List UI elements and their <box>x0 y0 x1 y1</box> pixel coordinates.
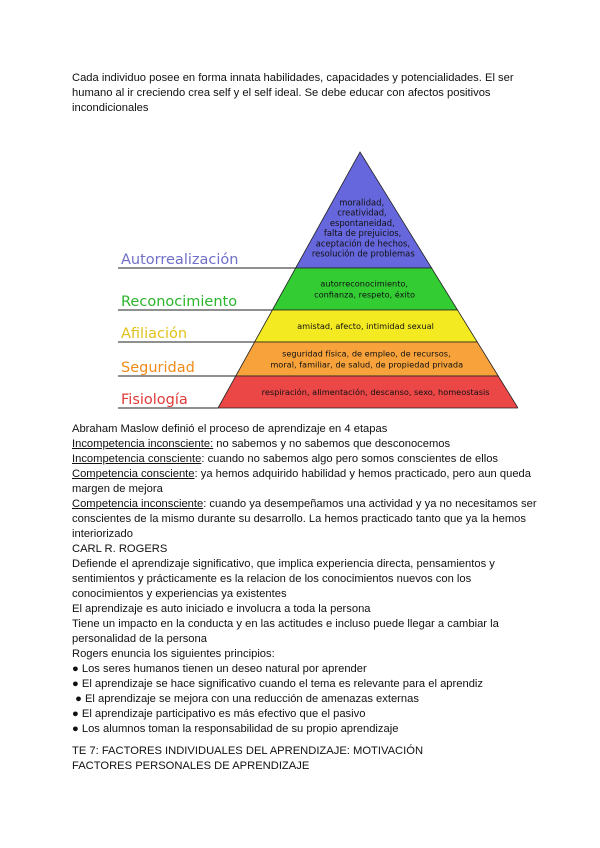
pyramid-level-1-text-2: creatividad, <box>337 207 387 218</box>
principle-1: ● Los seres humanos tienen un deseo natural por aprender <box>72 663 367 675</box>
stage-4-desc: : cuando ya desempeñamos una actividad y ya no necesitamos ser conscientes de la mismo durante su desarrollo. La hemos practicado tanto que ya la hemos interiorizado <box>72 498 537 540</box>
pyramid-level-2-text-2: confianza, respeto, éxito <box>314 289 416 300</box>
pyramid-level-3-text-1: amistad, afecto, intimidad sexual <box>297 321 434 331</box>
pyramid-level-1-text-1: moralidad, <box>339 197 385 208</box>
pyramid-label-2: Reconocimiento <box>121 294 238 310</box>
maslow-pyramid-figure <box>118 150 518 412</box>
heading-te7: TE 7: FACTORES INDIVIDUALES DEL APRENDIZAJE: MOTIVACIÓN <box>72 745 424 757</box>
pyramid-level-1-text-5: aceptación de hechos, <box>315 238 411 249</box>
stage-2 <box>72 452 542 467</box>
stage-4 <box>72 497 542 542</box>
principle-3: ● El aprendizaje se mejora con una reducción de amenazas externas <box>72 693 419 705</box>
pyramid-level-2-text-1: autorreconocimiento, <box>320 278 409 289</box>
rogers-paragraph-1: Defiende el aprendizaje significativo, que implica experiencia directa, pensamientos y sentimientos y prácticamente es la relacion de los conocimientos nuevos con los conocimientos y experiencias ya existentes <box>72 558 495 600</box>
pyramid-label-3: Afiliación <box>121 326 188 342</box>
principle-5: ● Los alumnos toman la responsabilidad de su propio aprendizaje <box>72 723 399 735</box>
pyramid-label-4: Seguridad <box>121 360 195 376</box>
pyramid-level-4-text-1: seguridad física, de empleo, de recursos, <box>282 348 451 359</box>
stage-1-desc: no sabemos y no sabemos que desconocemos <box>213 438 451 450</box>
stage-2-desc: : cuando no sabemos algo pero somos conscientes de ellos <box>201 453 499 465</box>
principle-4: ● El aprendizaje participativo es más efectivo que el pasivo <box>72 708 366 720</box>
principle-2: ● El aprendizaje se hace significativo cuando el tema es relevante para el aprendiz <box>72 678 483 690</box>
maslow-intro: Abraham Maslow definió el proceso de aprendizaje en 4 etapas <box>72 423 388 435</box>
stage-1 <box>72 437 542 452</box>
stage-3-term: Competencia consciente <box>72 468 195 480</box>
rogers-paragraph-3: Tiene un impacto en la conducta y en las actitudes e incluso puede llegar a cambiar la personalidad de la persona <box>72 618 499 645</box>
pyramid-level-1-text-3: espontaneidad, <box>329 217 395 228</box>
pyramid-level-1-text-6: resolución de problemas <box>311 248 415 259</box>
rogers-title: CARL R. ROGERS <box>72 543 168 555</box>
pyramid-level-4-text-2: moral, familiar, de salud, de propiedad privada <box>270 359 464 370</box>
pyramid-level-5-text-1: respiración, alimentación, descanso, sexo, homeostasis <box>261 387 490 397</box>
stage-1-term: Incompetencia inconsciente: <box>72 438 214 450</box>
pyramid-label-1: Autorrealización <box>121 252 239 268</box>
intro-paragraph: Cada individuo posee en forma innata habilidades, capacidades y potencialidades. El ser humano al ir creciendo crea self y el self ideal. Se debe educar con afectos positivos incondicionales <box>72 72 514 114</box>
stage-2-term: Incompetencia consciente <box>72 453 202 465</box>
pyramid-level-1-text-4: falta de prejuicios, <box>323 228 402 239</box>
heading-factores: FACTORES PERSONALES DE APRENDIZAJE <box>72 760 310 772</box>
pyramid-label-5: Fisiología <box>121 392 188 408</box>
maslow-pyramid <box>118 150 518 412</box>
body-text <box>72 422 542 737</box>
rogers-paragraph-4: Rogers enuncia los siguientes principios: <box>72 648 275 660</box>
stage-4-term: Competencia inconsciente <box>72 498 204 510</box>
section-headings <box>72 744 542 774</box>
stage-3-desc: : ya hemos adquirido habilidad y hemos practicado, pero aun queda margen de mejora <box>72 468 531 495</box>
stage-3 <box>72 467 542 497</box>
rogers-paragraph-2: El aprendizaje es auto iniciado e involucra a toda la persona <box>72 603 371 615</box>
